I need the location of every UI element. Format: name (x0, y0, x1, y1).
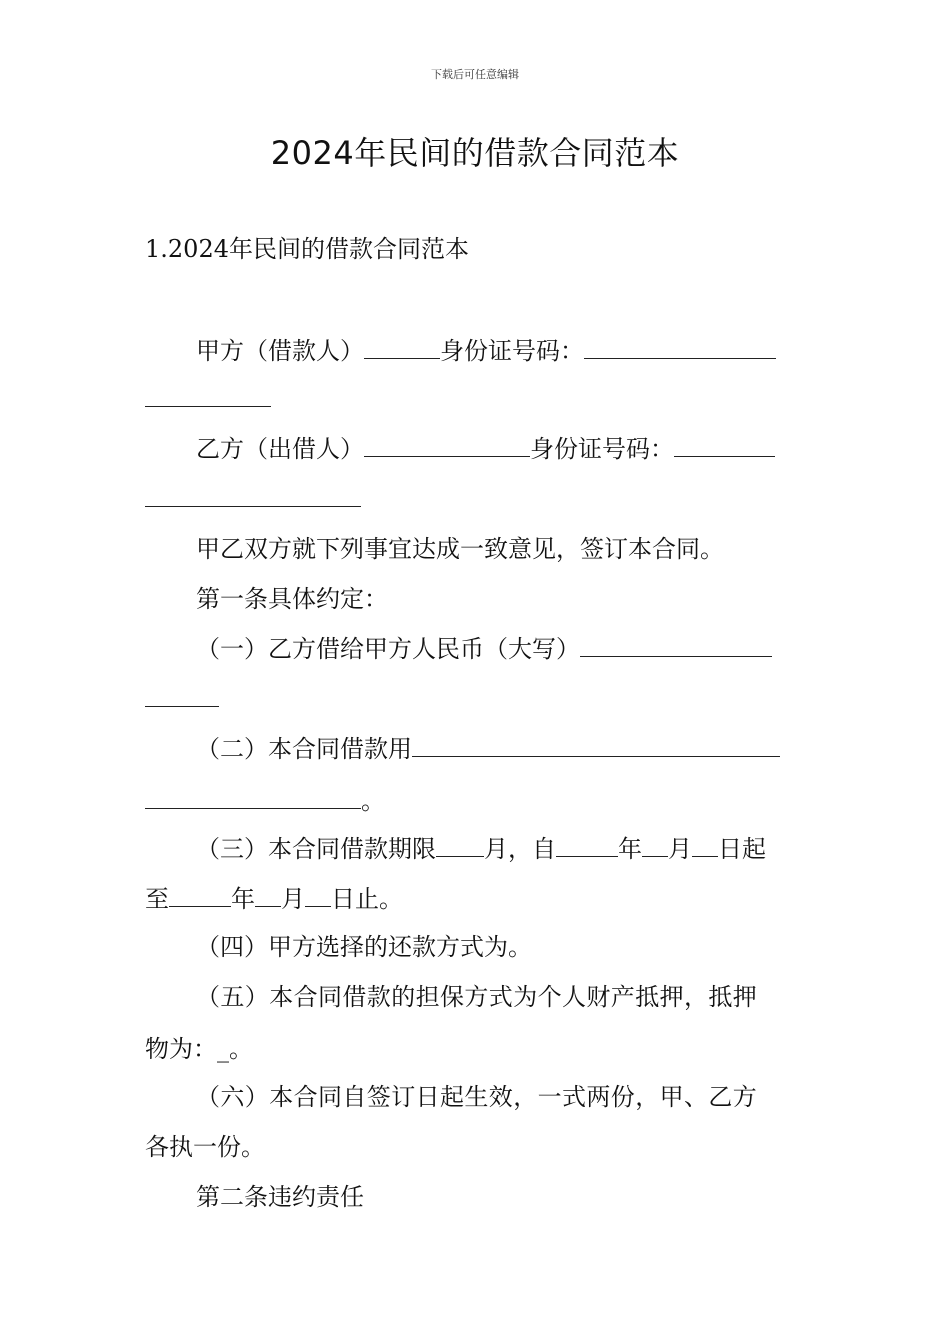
party-a-id-blank-cont (145, 384, 271, 407)
item-5-continuation: 物为：_。 (145, 1035, 253, 1063)
item-3-to: 至 (145, 885, 169, 913)
party-b-label: 乙方（出借人） (196, 435, 364, 463)
item-1-amount-blank (580, 634, 772, 657)
item-1-amount-blank-cont (145, 684, 219, 707)
party-b-id-continuation (145, 484, 807, 514)
item-3-day-start: 日起 (718, 835, 766, 863)
page-header: 下载后可任意编辑 (431, 68, 519, 81)
party-b-id-blank-cont (145, 484, 361, 507)
item-1-text: （一）乙方借给甲方人民币（大写） (196, 635, 580, 663)
item-5-line: （五）本合同借款的担保方式为个人财产抵押，抵押 (196, 983, 758, 1011)
item-3-end-day: 日止。 (331, 885, 403, 913)
item-3-text: （三）本合同借款期限 (196, 835, 436, 863)
party-a-id-blank (584, 336, 776, 359)
item-2-purpose-blank-cont (145, 786, 361, 809)
item-2-end: 。 (361, 787, 385, 815)
item-2-text: （二）本合同借款用 (196, 735, 412, 763)
end-day-blank (305, 884, 331, 907)
item-4-line: （四）甲方选择的还款方式为。 (196, 933, 532, 961)
item-3-year: 年 (618, 835, 642, 863)
section-heading: 1.2024年民间的借款合同范本 (145, 235, 469, 263)
item-3-line (196, 834, 807, 864)
intro-paragraph: 甲乙双方就下列事宜达成一致意见，签订本合同。 (196, 535, 724, 563)
item-3-end-month: 月 (281, 885, 305, 913)
party-b-line (196, 434, 807, 464)
party-a-name-blank (364, 336, 440, 359)
item-3-end-year: 年 (231, 885, 255, 913)
party-b-id-label: 身份证号码： (530, 435, 674, 463)
party-a-line (196, 336, 807, 366)
start-month-blank (642, 834, 668, 857)
article-2-heading: 第二条违约责任 (196, 1183, 364, 1211)
item-3-month-from: 月，自 (484, 835, 556, 863)
item-2-line (196, 734, 807, 764)
party-a-id-label: 身份证号码： (440, 337, 584, 365)
party-b-id-blank (674, 434, 775, 457)
start-day-blank (692, 834, 718, 857)
party-b-name-blank (364, 434, 530, 457)
item-6-line: （六）本合同自签订日起生效，一式两份，甲、乙方 (196, 1083, 758, 1111)
item-3-continuation (145, 884, 807, 914)
start-year-blank (556, 834, 618, 857)
item-2-continuation (145, 786, 807, 816)
article-1-heading: 第一条具体约定： (196, 585, 388, 613)
party-a-label: 甲方（借款人） (196, 337, 364, 365)
item-3-month: 月 (668, 835, 692, 863)
document-title: 2024年民间的借款合同范本 (270, 134, 680, 172)
item-1-line (196, 634, 807, 664)
end-month-blank (255, 884, 281, 907)
item-1-continuation (145, 684, 807, 714)
party-a-id-continuation (145, 384, 807, 414)
item-2-purpose-blank (412, 734, 780, 757)
end-year-blank (169, 884, 231, 907)
item-6-continuation: 各执一份。 (145, 1133, 265, 1161)
term-months-blank (436, 834, 484, 857)
